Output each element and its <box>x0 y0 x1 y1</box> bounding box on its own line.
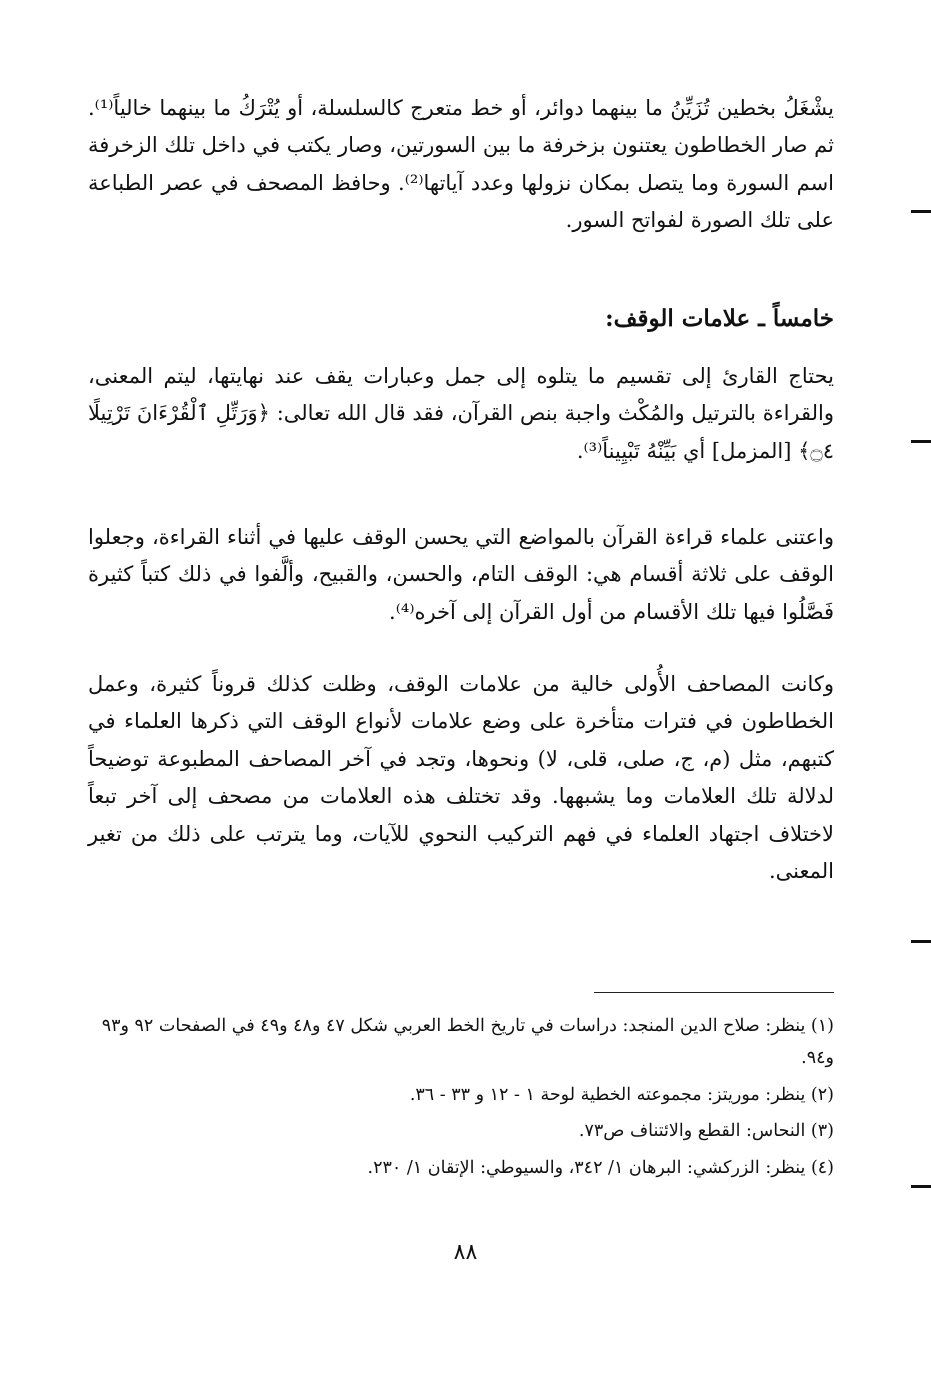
scan-edge-mark <box>911 940 931 943</box>
paragraph-waqf-marks-history: وكانت المصاحف الأُولى خالية من علامات الوقف، وظلت كذلك قروناً كثيرة، وعمل الخطاطون في فترات متأخرة على وضع علامات لأنواع الوقف التي ذكرها العلماء في كتبهم، مثل (م، ج، صلى، قلى، لا) ونحوها، وتجد في آخر المصاحف المطبوعة توضيحاً لدلالة تلك العلامات وما يشبهها. وقد تختلف هذه العلامات من مصحف إلى آخر تبعاً لاختلاف اجتهاد العلماء في فهم التركيب النحوي للآيات، وما يترتب على ذلك من تغير المعنى. <box>88 672 834 883</box>
footnote-separator <box>594 992 834 993</box>
footnote-2: (٢) ينظر: موريتز: مجموعته الخطية لوحة ١ - ١٢ و ٣٣ - ٣٦. <box>409 1084 834 1105</box>
scan-edge-mark <box>911 210 931 213</box>
paragraph-fawatih-al-suwar: يشْغَلُ بخطين تُزَيِّنُ ما بينهما دوائر، أو خط متعرج كالسلسلة، أو يُتْرَكُ ما بينهما خالياً⁽¹⁾. ثم صار الخطاطون يعتنون بزخرفة ما بين السورتين، وصار يكتب في داخل تلك الزخرفة اسم السورة وما يتصل بمكان نزولها وعدد آياتها⁽²⁾. وحافظ المصحف في عصر الطباعة على تلك الصورة لفواتح السور. <box>88 96 835 233</box>
page-number: ٨٨ <box>453 1240 478 1265</box>
footnote-1: (١) ينظر: صلاح الدين المنجد: دراسات في تاريخ الخط العربي شكل ٤٧ و٤٨ و٤٩ في الصفحات ٩٢ و٩٣ و٩٤. <box>101 1016 834 1069</box>
footnote-4: (٤) ينظر: الزركشي: البرهان ١/ ٣٤٢، والسيوطي: الإتقان ١/ ٢٣٠. <box>367 1157 834 1178</box>
paragraph-scholars-waqf-types: واعتنى علماء قراءة القرآن بالمواضع التي يحسن الوقف عليها في أثناء القراءة، وجعلوا الوقف على ثلاثة أقسام هي: الوقف التام، والحسن، والقبيح، وألَّفوا في ذلك كتباً كثيرة فَصَّلُوا فيها تلك الأقسام من أول القرآن إلى آخره⁽⁴⁾. <box>88 525 834 624</box>
section-heading: خامساً ـ علامات الوقف: <box>605 305 834 332</box>
scan-edge-mark <box>911 440 931 443</box>
footnotes <box>88 1010 834 1188</box>
scan-edge-mark <box>911 1185 931 1188</box>
paragraph-reciter-pausing: يحتاج القارئ إلى تقسيم ما يتلوه إلى جمل وعبارات يقف عند نهايتها، ليتم المعنى، والقراءة بالترتيل والمُكْث واجبة بنص القرآن، فقد قال الله تعالى: ﴿وَرَتِّلِ ٱلْقُرْءَانَ تَرْتِيلًا ۝٤﴾ [المزمل] أي بَيِّنْهُ تَبْيِيناً⁽³⁾. <box>88 364 834 463</box>
footnote-3: (٣) النحاس: القطع والائتناف ص٧٣. <box>578 1121 834 1142</box>
